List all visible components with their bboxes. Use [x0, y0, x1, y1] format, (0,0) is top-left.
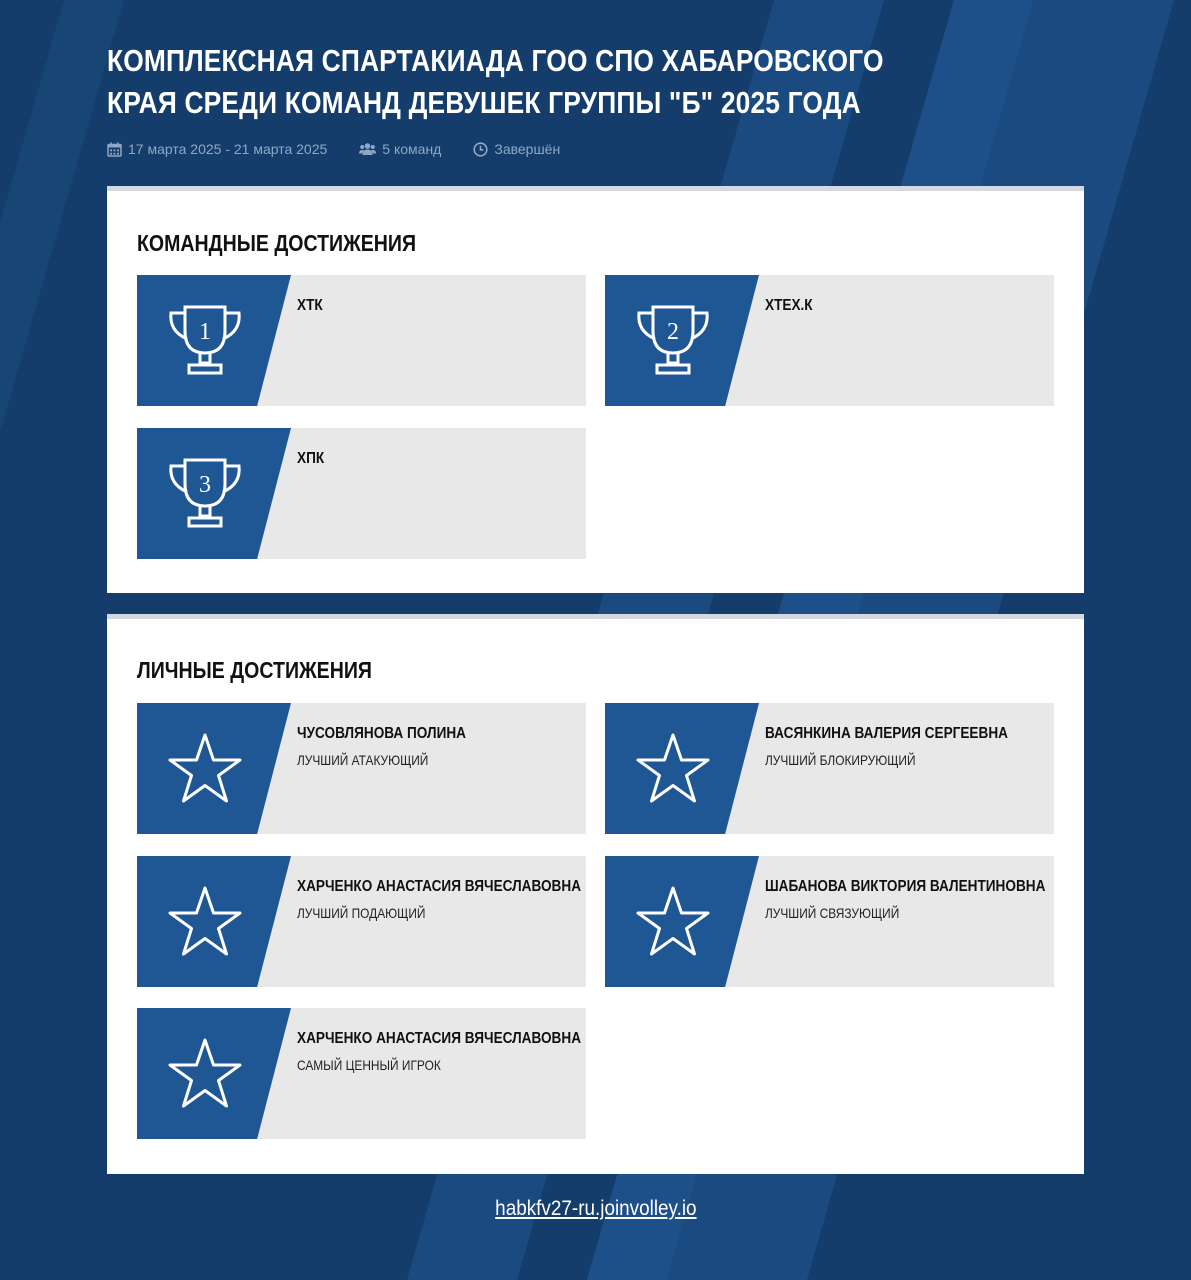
footer — [0, 1197, 1191, 1221]
player-name: ХАРЧЕНКО АНАСТАСИЯ ВЯЧЕСЛАВОВНА — [297, 1030, 582, 1047]
page-title: КОМПЛЕКСНАЯ СПАРТАКИАДА ГОО СПО ХАБАРОВСКОГО КРАЯ СРЕДИ КОМАНД ДЕВУШЕК ГРУППЫ "Б" 2025 ГОДА — [107, 43, 884, 120]
team-achievements-panel — [107, 186, 1084, 593]
teams-meta — [359, 141, 441, 157]
player-name: ХАРЧЕНКО АНАСТАСИЯ ВЯЧЕСЛАВОВНА — [297, 878, 582, 895]
personal-achievement-card — [605, 703, 1054, 834]
place-number: 3 — [199, 472, 211, 498]
personal-achievement-card — [137, 703, 586, 834]
team-achievement-card — [137, 428, 586, 559]
place-number: 2 — [667, 319, 679, 345]
award-title: ЛУЧШИЙ СВЯЗУЮЩИЙ — [765, 905, 900, 921]
team-achievements-heading: КОМАНДНЫЕ ДОСТИЖЕНИЯ — [137, 230, 417, 256]
place-number: 1 — [199, 319, 211, 345]
award-title: ЛУЧШИЙ БЛОКИРУЮЩИЙ — [765, 752, 916, 768]
star-icon — [633, 729, 713, 809]
star-icon — [165, 882, 245, 962]
player-name: ШАБАНОВА ВИКТОРИЯ ВАЛЕНТИНОВНА — [765, 878, 1046, 895]
dates-text: 17 марта 2025 - 21 марта 2025 — [128, 141, 328, 157]
team-achievement-card — [605, 275, 1054, 406]
tournament-meta — [107, 141, 592, 157]
star-icon — [165, 729, 245, 809]
player-name: ЧУСОВЛЯНОВА ПОЛИНА — [297, 725, 467, 742]
team-name: ХТК — [297, 297, 323, 314]
trophy-icon — [165, 454, 245, 534]
status-meta — [473, 141, 560, 157]
calendar-icon — [107, 142, 122, 157]
star-icon — [633, 882, 713, 962]
status-text: Завершён — [494, 141, 561, 157]
trophy-icon — [633, 301, 713, 381]
personal-achievements-panel — [107, 614, 1084, 1174]
dates-meta — [107, 141, 327, 157]
award-title: ЛУЧШИЙ АТАКУЮЩИЙ — [297, 752, 429, 768]
teams-text: 5 команд — [382, 141, 442, 157]
personal-achievement-card — [605, 856, 1054, 987]
team-name: ХТЕХ.К — [765, 297, 813, 314]
clock-icon — [473, 142, 488, 157]
star-icon — [165, 1034, 245, 1114]
team-achievement-card — [137, 275, 586, 406]
users-icon — [359, 142, 376, 157]
personal-achievements-heading: ЛИЧНЫЕ ДОСТИЖЕНИЯ — [137, 657, 372, 683]
award-title: САМЫЙ ЦЕННЫЙ ИГРОК — [297, 1057, 441, 1073]
team-name: ХПК — [297, 450, 325, 467]
personal-achievement-card — [137, 856, 586, 987]
award-title: ЛУЧШИЙ ПОДАЮЩИЙ — [297, 905, 426, 921]
site-link[interactable]: habkfv27-ru.joinvolley.io — [494, 1197, 697, 1220]
trophy-icon — [165, 301, 245, 381]
player-name: ВАСЯНКИНА ВАЛЕРИЯ СЕРГЕЕВНА — [765, 725, 1008, 742]
personal-achievement-card — [137, 1008, 586, 1139]
